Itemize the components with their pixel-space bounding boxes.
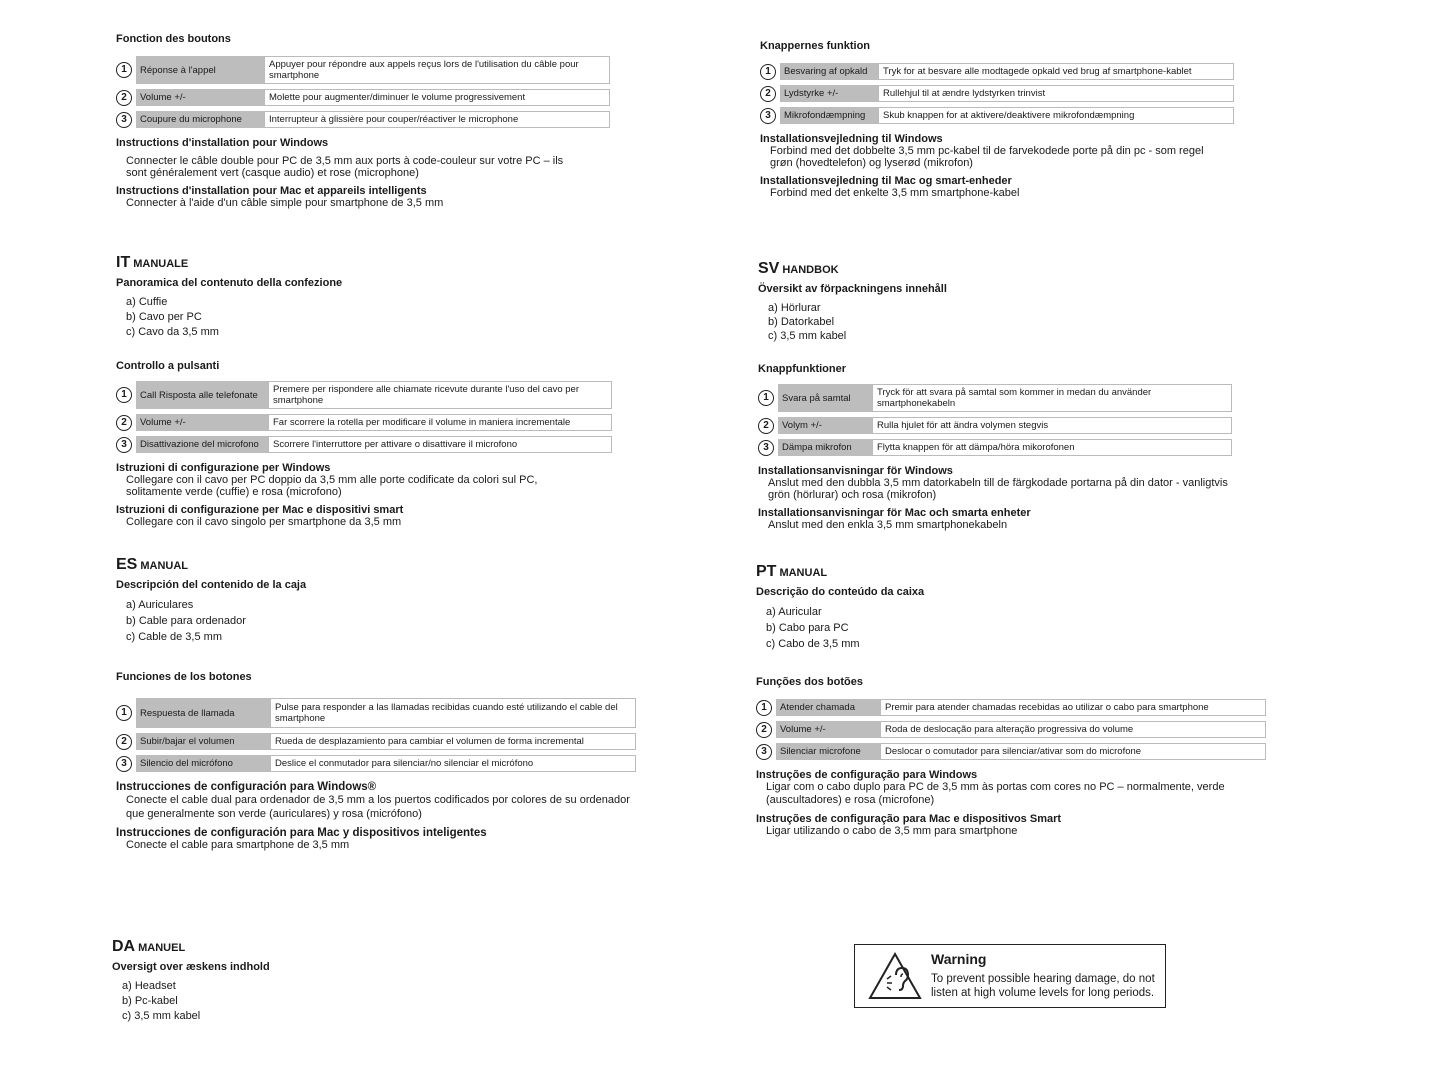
list-item: a) Hörlurar [768, 302, 821, 314]
number-badge: 2 [116, 90, 132, 106]
button-label: Volume +/- [136, 414, 268, 431]
fr-win-heading: Instructions d'installation pour Windows [116, 137, 329, 149]
sv-mac-text: Anslut med den enkla 3,5 mm smartphonekabeln [768, 519, 1008, 531]
pt-section [756, 563, 1276, 843]
it-section [116, 254, 616, 534]
warning-box [854, 944, 1166, 1008]
table-row [116, 733, 636, 750]
pt-contents-heading: Descrição do conteúdo da caixa [756, 586, 925, 598]
button-label: Dämpa mikrofon [778, 439, 872, 456]
table-row [760, 63, 1234, 80]
da-top-section [760, 40, 1240, 205]
table-row [758, 439, 1232, 456]
button-desc: Rueda de desplazamiento para cambiar el volumen de forma incremental [270, 733, 636, 750]
button-desc: Rulla hjulet för att ändra volymen stegvis [872, 417, 1232, 434]
da-title: DA MANUEL [112, 938, 186, 955]
it-mac-text: Collegare con il cavo singolo per smartphone da 3,5 mm [126, 516, 402, 528]
pt-button-table [756, 694, 1266, 765]
button-label: Svara på samtal [778, 384, 872, 412]
button-desc: Premir para atender chamadas recebidas ao utilizar o cabo para smartphone [880, 699, 1266, 716]
sv-win-heading: Installationsanvisningar för Windows [758, 465, 953, 477]
it-button-heading: Controllo a pulsanti [116, 360, 220, 372]
pt-win-text: Ligar com o cabo duplo para PC de 3,5 mm às portas com cores no PC – normalmente, verde (auscultadores) e rosa (microfone) [766, 781, 1225, 806]
button-desc: Scorrere l'interruttore per attivare o disattivare il microfono [268, 436, 612, 453]
table-row [756, 743, 1266, 760]
es-button-table [116, 693, 636, 777]
button-label: Volym +/- [778, 417, 872, 434]
number-badge: 3 [116, 437, 132, 453]
button-label: Respuesta de llamada [136, 698, 270, 728]
da-win-heading: Installationsvejledning til Windows [760, 133, 943, 145]
button-label: Mikrofondæmpning [780, 107, 878, 124]
button-label: Atender chamada [776, 699, 880, 716]
it-win-text: Collegare con il cavo per PC doppio da 3,5 mm alle porte codificate da colori sul PC, solitamente verde (cuffie) e rosa (microfono) [126, 474, 538, 498]
fr-button-heading: Fonction des boutons [116, 33, 231, 45]
warning-text: To prevent possible hearing damage, do not listen at high volume levels for long periods. [931, 973, 1155, 999]
pt-button-heading: Funções dos botões [756, 676, 863, 688]
fr-button-table [116, 51, 610, 133]
button-desc: Deslice el conmutador para silenciar/no silenciar el micrófono [270, 755, 636, 772]
table-row [756, 699, 1266, 716]
es-mac-heading: Instrucciones de configuración para Mac y dispositivos inteligentes [116, 827, 487, 839]
table-row [758, 384, 1232, 412]
table-row [116, 436, 612, 453]
sv-contents-list [758, 301, 1238, 343]
list-item: a) Auricular [766, 606, 822, 618]
number-badge: 1 [116, 387, 132, 403]
button-label: Volume +/- [776, 721, 880, 738]
es-button-heading: Funciones de los botones [116, 671, 252, 683]
hearing-warning-icon [867, 951, 923, 1001]
button-desc: Molette pour augmenter/diminuer le volume progressivement [264, 89, 610, 106]
it-mac-heading: Istruzioni di configurazione per Mac e dispositivi smart [116, 504, 404, 516]
button-desc: Flytta knappen för att dämpa/höra mikorofonen [872, 439, 1232, 456]
table-row [116, 111, 610, 128]
sv-win-text: Anslut med den dubbla 3,5 mm datorkabeln till de färgkodade portarna på din dator - vanligtvis grön (hörlurar) och rosa (mikrofon) [768, 477, 1228, 501]
number-badge: 1 [758, 390, 774, 406]
list-item: c) 3,5 mm kabel [122, 1010, 201, 1022]
button-label: Besvaring af opkald [780, 63, 878, 80]
button-desc: Deslocar o comutador para silenciar/ativar som do microfone [880, 743, 1266, 760]
number-badge: 3 [758, 440, 774, 456]
pt-title: PT MANUAL [756, 563, 828, 580]
da-mac-heading: Installationsvejledning til Mac og smart-enheder [760, 175, 1012, 187]
table-row [116, 381, 612, 409]
fr-mac-text: Connecter à l'aide d'un câble simple pour smartphone de 3,5 mm [126, 197, 444, 209]
table-row [116, 56, 610, 84]
button-desc: Interrupteur à glissière pour couper/réactiver le microphone [264, 111, 610, 128]
button-label: Coupure du microphone [136, 111, 264, 128]
sv-contents-heading: Översikt av förpackningens innehåll [758, 283, 947, 295]
list-item: b) Cavo per PC [126, 311, 202, 323]
table-row [116, 698, 636, 728]
da-win-text: Forbind med det dobbelte 3,5 mm pc-kabel til de farvekodede porte på din pc - som regel grøn (hovedtelefon) og lyserød (mikrofon) [770, 145, 1204, 169]
list-item: c) Cavo da 3,5 mm [126, 326, 219, 338]
list-item: c) Cabo de 3,5 mm [766, 638, 860, 650]
number-badge: 2 [116, 734, 132, 750]
table-row [116, 89, 610, 106]
fr-section [116, 33, 616, 215]
number-badge: 1 [756, 700, 772, 716]
es-win-heading: Instrucciones de configuración para Windows® [116, 781, 377, 793]
da-contents-heading: Oversigt over æskens indhold [112, 961, 270, 973]
it-title: IT MANUALE [116, 254, 189, 271]
da-mac-text: Forbind med det enkelte 3,5 mm smartphone-kabel [770, 187, 1020, 199]
it-contents-heading: Panoramica del contenuto della confezione [116, 277, 343, 289]
number-badge: 3 [116, 112, 132, 128]
es-win-text: Conecte el cable dual para ordenador de 3,5 mm a los puertos codificados por colores de su ordenador que generalmente son verde (auriculares) y rosa (micrófono) [126, 794, 630, 820]
list-item: b) Datorkabel [768, 316, 835, 328]
pt-contents-list [756, 604, 1276, 652]
da-button-table [760, 58, 1234, 129]
button-label: Lydstyrke +/- [780, 85, 878, 102]
button-label: Volume +/- [136, 89, 264, 106]
button-label: Subir/bajar el volumen [136, 733, 270, 750]
list-item: a) Auriculares [126, 599, 194, 611]
list-item: c) 3,5 mm kabel [768, 330, 847, 342]
table-row [760, 107, 1234, 124]
es-title: ES MANUAL [116, 556, 189, 573]
button-desc: Skub knappen for at aktivere/deaktivere mikrofondæmpning [878, 107, 1234, 124]
pt-mac-text: Ligar utilizando o cabo de 3,5 mm para smartphone [766, 825, 1018, 837]
fr-mac-heading: Instructions d'installation pour Mac et appareils intelligents [116, 185, 427, 197]
sv-button-table [758, 379, 1232, 461]
button-desc: Premere per rispondere alle chiamate ricevute durante l'uso del cavo per smartphone [268, 381, 612, 409]
button-label: Disattivazione del microfono [136, 436, 268, 453]
table-row [760, 85, 1234, 102]
es-section [116, 556, 646, 857]
pt-mac-heading: Instruções de configuração para Mac e dispositivos Smart [756, 813, 1062, 825]
number-badge: 2 [116, 415, 132, 431]
it-button-table [116, 376, 612, 458]
number-badge: 3 [760, 108, 776, 124]
button-desc: Tryk for at besvare alle modtagede opkald ved brug af smartphone-kablet [878, 63, 1234, 80]
es-mac-text: Conecte el cable para smartphone de 3,5 mm [126, 839, 350, 851]
number-badge: 3 [116, 756, 132, 772]
number-badge: 2 [758, 418, 774, 434]
number-badge: 3 [756, 744, 772, 760]
warning-title: Warning [931, 951, 987, 967]
es-contents-list [116, 597, 646, 645]
button-label: Silenciar microfone [776, 743, 880, 760]
button-desc: Pulse para responder a las llamadas recibidas cuando esté utilizando el cable del smartphone [270, 698, 636, 728]
sv-button-heading: Knappfunktioner [758, 363, 846, 375]
button-label: Silencio del micrófono [136, 755, 270, 772]
it-win-heading: Istruzioni di configurazione per Windows [116, 462, 331, 474]
button-desc: Rullehjul til at ændre lydstyrken trinvist [878, 85, 1234, 102]
sv-title: SV HANDBOK [758, 260, 839, 277]
number-badge: 2 [760, 86, 776, 102]
sv-mac-heading: Installationsanvisningar för Mac och smarta enheter [758, 507, 1031, 519]
button-desc: Roda de deslocação para alteração progressiva do volume [880, 721, 1266, 738]
list-item: a) Cuffie [126, 296, 168, 308]
list-item: b) Cabo para PC [766, 622, 849, 634]
number-badge: 2 [756, 722, 772, 738]
pt-win-heading: Instruções de configuração para Windows [756, 769, 978, 781]
number-badge: 1 [116, 705, 132, 721]
button-desc: Far scorrere la rotella per modificare il volume in maniera incrementale [268, 414, 612, 431]
fr-win-text: Connecter le câble double pour PC de 3,5 mm aux ports à code-couleur sur votre PC – ils sont généralement vert (casque audio) et rose (microphone) [126, 155, 564, 179]
it-contents-list [116, 295, 616, 340]
table-row [758, 417, 1232, 434]
table-row [116, 755, 636, 772]
number-badge: 1 [760, 64, 776, 80]
da-contents-list [112, 979, 512, 1024]
list-item: a) Headset [122, 980, 176, 992]
list-item: b) Cable para ordenador [126, 615, 246, 627]
button-desc: Tryck för att svara på samtal som kommer in medan du använder smartphonekabeln [872, 384, 1232, 412]
es-contents-heading: Descripción del contenido de la caja [116, 579, 307, 591]
da-section [112, 938, 512, 1024]
button-desc: Appuyer pour répondre aux appels reçus lors de l'utilisation du câble pour smartphone [264, 56, 610, 84]
list-item: b) Pc-kabel [122, 995, 178, 1007]
number-badge: 1 [116, 62, 132, 78]
button-label: Call Risposta alle telefonate [136, 381, 268, 409]
sv-section [758, 260, 1238, 537]
da-button-heading: Knappernes funktion [760, 40, 871, 52]
button-label: Réponse à l'appel [136, 56, 264, 84]
list-item: c) Cable de 3,5 mm [126, 631, 222, 643]
table-row [116, 414, 612, 431]
table-row [756, 721, 1266, 738]
